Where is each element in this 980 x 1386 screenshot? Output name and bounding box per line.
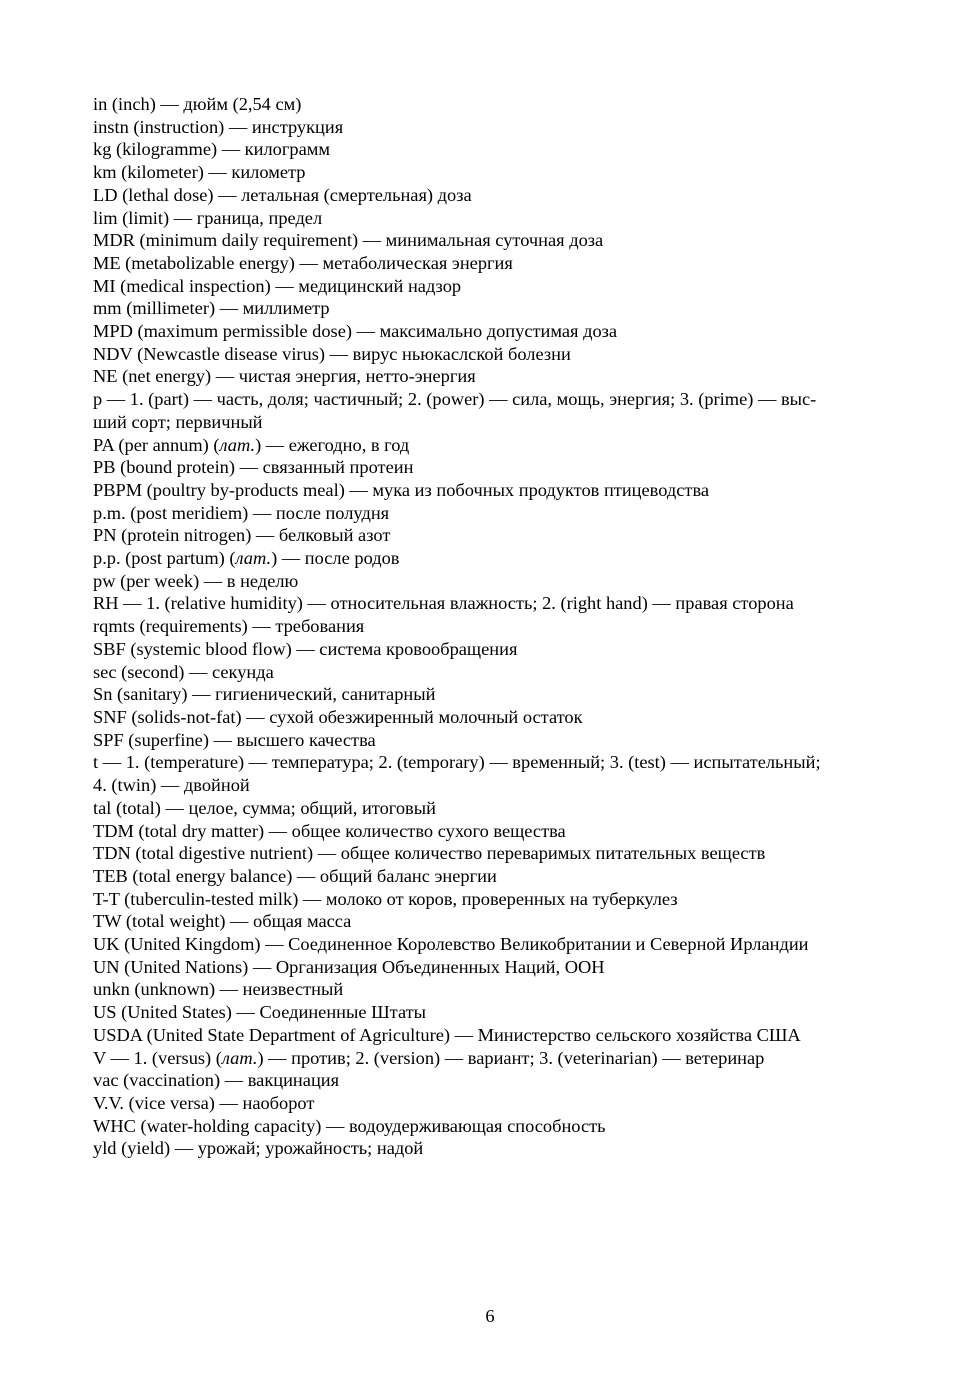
latin-marker: лат. — [219, 434, 256, 455]
list-item — [93, 502, 888, 525]
entry-text: yld (yield) — урожай; урожайность; надой — [93, 1138, 424, 1159]
list-item — [93, 592, 888, 615]
entry-text: tal (total) — целое, сумма; общий, итоговый — [93, 797, 436, 818]
entry-text: SPF (superfine) — высшего качества — [93, 729, 376, 750]
entry-text: UN (United Nations) — Организация Объединенных Наций, ООН — [93, 956, 605, 977]
entry-text: p.m. (post meridiem) — после полудня — [93, 502, 390, 523]
list-item — [93, 615, 888, 638]
entry-text: in (inch) — дюйм (2,54 см) — [93, 94, 302, 114]
entry-text: vac (vaccination) — вакцинация — [93, 1070, 340, 1091]
list-item — [93, 1001, 888, 1024]
entry-text: PN (protein nitrogen) — белковый азот — [93, 525, 391, 546]
entry-text: p.p. (post partum) ( — [93, 548, 236, 569]
latin-marker: лат. — [235, 548, 272, 569]
entry-text: LD (lethal dose) — летальная (смертельная) доза — [93, 184, 472, 205]
entry-text: TEB (total energy balance) — общий баланс энергии — [93, 865, 497, 886]
list-item — [93, 570, 888, 593]
entry-text: MPD (maximum permissible dose) — максимально допустимая доза — [93, 321, 618, 342]
list-item-continuation: ший сорт; первичный — [93, 411, 263, 432]
entry-text: USDA (United State Department of Agriculture) — Министерство сельского хозяйства США — [93, 1024, 801, 1045]
entry-text: SBF (systemic blood flow) — система кровообращения — [93, 638, 518, 659]
entry-text: mm (millimeter) — миллиметр — [93, 298, 330, 319]
entry-text: TDN (total digestive nutrient) — общее количество переваримых питательных веществ — [93, 843, 766, 864]
latin-marker: лат. — [221, 1047, 258, 1068]
entry-text: t — 1. (temperature) — температура; 2. (temporary) — временный; 3. (test) — испытательный; — [93, 752, 821, 773]
entry-text: NDV (Newcastle disease virus) — вирус ньюкаслской болезни — [93, 343, 571, 364]
list-item — [93, 1137, 888, 1160]
list-item — [93, 933, 888, 956]
entry-text: UK (United Kingdom) — Соединенное Королевство Великобритании и Северной Ирландии — [93, 934, 809, 955]
list-item — [93, 1047, 888, 1070]
entry-text: V — 1. (versus) ( — [93, 1047, 222, 1068]
list-item — [93, 161, 888, 184]
entry-text: p — 1. (part) — часть, доля; частичный; 2. (power) — сила, мощь, энергия; 3. (prime) — выс- — [93, 389, 817, 410]
list-item — [93, 479, 888, 502]
list-item — [93, 456, 888, 479]
entry-text: PA (per annum) ( — [93, 434, 220, 455]
list-item — [93, 524, 888, 547]
list-item — [93, 1092, 888, 1115]
entry-text: V.V. (vice versa) — наоборот — [93, 1092, 315, 1113]
list-item — [93, 661, 888, 684]
list-item — [93, 343, 888, 366]
entry-text: unkn (unknown) — неизвестный — [93, 979, 344, 1000]
list-item — [93, 978, 888, 1001]
list-item — [93, 1024, 888, 1047]
list-item — [93, 229, 888, 252]
list-item — [93, 297, 888, 320]
list-item — [93, 116, 888, 139]
list-item — [93, 888, 888, 911]
entry-text: T-T (tuberculin-tested milk) — молоко от коров, проверенных на туберкулез — [93, 888, 678, 909]
list-item — [93, 729, 888, 752]
entry-text: TW (total weight) — общая масса — [93, 911, 352, 932]
entry-text: RH — 1. (relative humidity) — относительная влажность; 2. (right hand) — правая сторона — [93, 593, 794, 614]
entry-text: PB (bound protein) — связанный протеин — [93, 457, 414, 478]
entry-text: WHC (water-holding capacity) — водоудерживающая способность — [93, 1115, 606, 1136]
list-item — [93, 683, 888, 706]
entry-text: US (United States) — Соединенные Штаты — [93, 1002, 427, 1023]
list-item — [93, 434, 888, 457]
list-item — [93, 320, 888, 343]
list-item — [93, 706, 888, 729]
entry-text: ) — против; 2. (version) — вариант; 3. (veterinarian) — ветеринар — [257, 1047, 765, 1068]
list-item — [93, 842, 888, 865]
list-item — [93, 638, 888, 661]
entry-text: MDR (minimum daily requirement) — минимальная суточная доза — [93, 230, 604, 251]
entry-text: MI (medical inspection) — медицинский надзор — [93, 275, 462, 296]
list-item — [93, 547, 888, 570]
entry-text: ) — ежегодно, в год — [255, 434, 410, 455]
list-item — [93, 275, 888, 298]
list-item — [93, 751, 888, 774]
list-item — [93, 93, 888, 116]
entry-text: SNF (solids-not-fat) — сухой обезжиренный молочный остаток — [93, 706, 583, 727]
list-item — [93, 865, 888, 888]
list-item — [93, 184, 888, 207]
entry-text: Sn (sanitary) — гигиенический, санитарный — [93, 684, 436, 705]
list-item — [93, 252, 888, 275]
abbreviation-list — [93, 93, 888, 1160]
list-item — [93, 207, 888, 230]
entry-text: kg (kilogramme) — килограмм — [93, 139, 331, 160]
entry-text: rqmts (requirements) — требования — [93, 616, 365, 637]
list-item — [93, 797, 888, 820]
entry-text: TDM (total dry matter) — общее количество сухого вещества — [93, 820, 566, 841]
entry-text: sec (second) — секунда — [93, 661, 274, 682]
entry-text: PBPM (poultry by-products meal) — мука из побочных продуктов птицеводства — [93, 479, 710, 500]
entry-text: lim (limit) — граница, предел — [93, 207, 323, 228]
list-item — [93, 365, 888, 388]
entry-text: pw (per week) — в неделю — [93, 570, 299, 591]
list-item — [93, 388, 888, 411]
list-item — [93, 138, 888, 161]
entry-text: km (kilometer) — километр — [93, 162, 306, 183]
entry-text: instn (instruction) — инструкция — [93, 116, 344, 137]
list-item — [93, 1069, 888, 1092]
entry-text: NE (net energy) — чистая энергия, нетто-энергия — [93, 366, 476, 387]
page-number: 6 — [485, 1306, 495, 1326]
list-item-continuation: 4. (twin) — двойной — [93, 775, 250, 796]
entry-text: ) — после родов — [271, 548, 400, 569]
list-item — [93, 820, 888, 843]
entry-text: ME (metabolizable energy) — метаболическая энергия — [93, 252, 513, 273]
list-item — [93, 956, 888, 979]
list-item — [93, 910, 888, 933]
list-item — [93, 1115, 888, 1138]
